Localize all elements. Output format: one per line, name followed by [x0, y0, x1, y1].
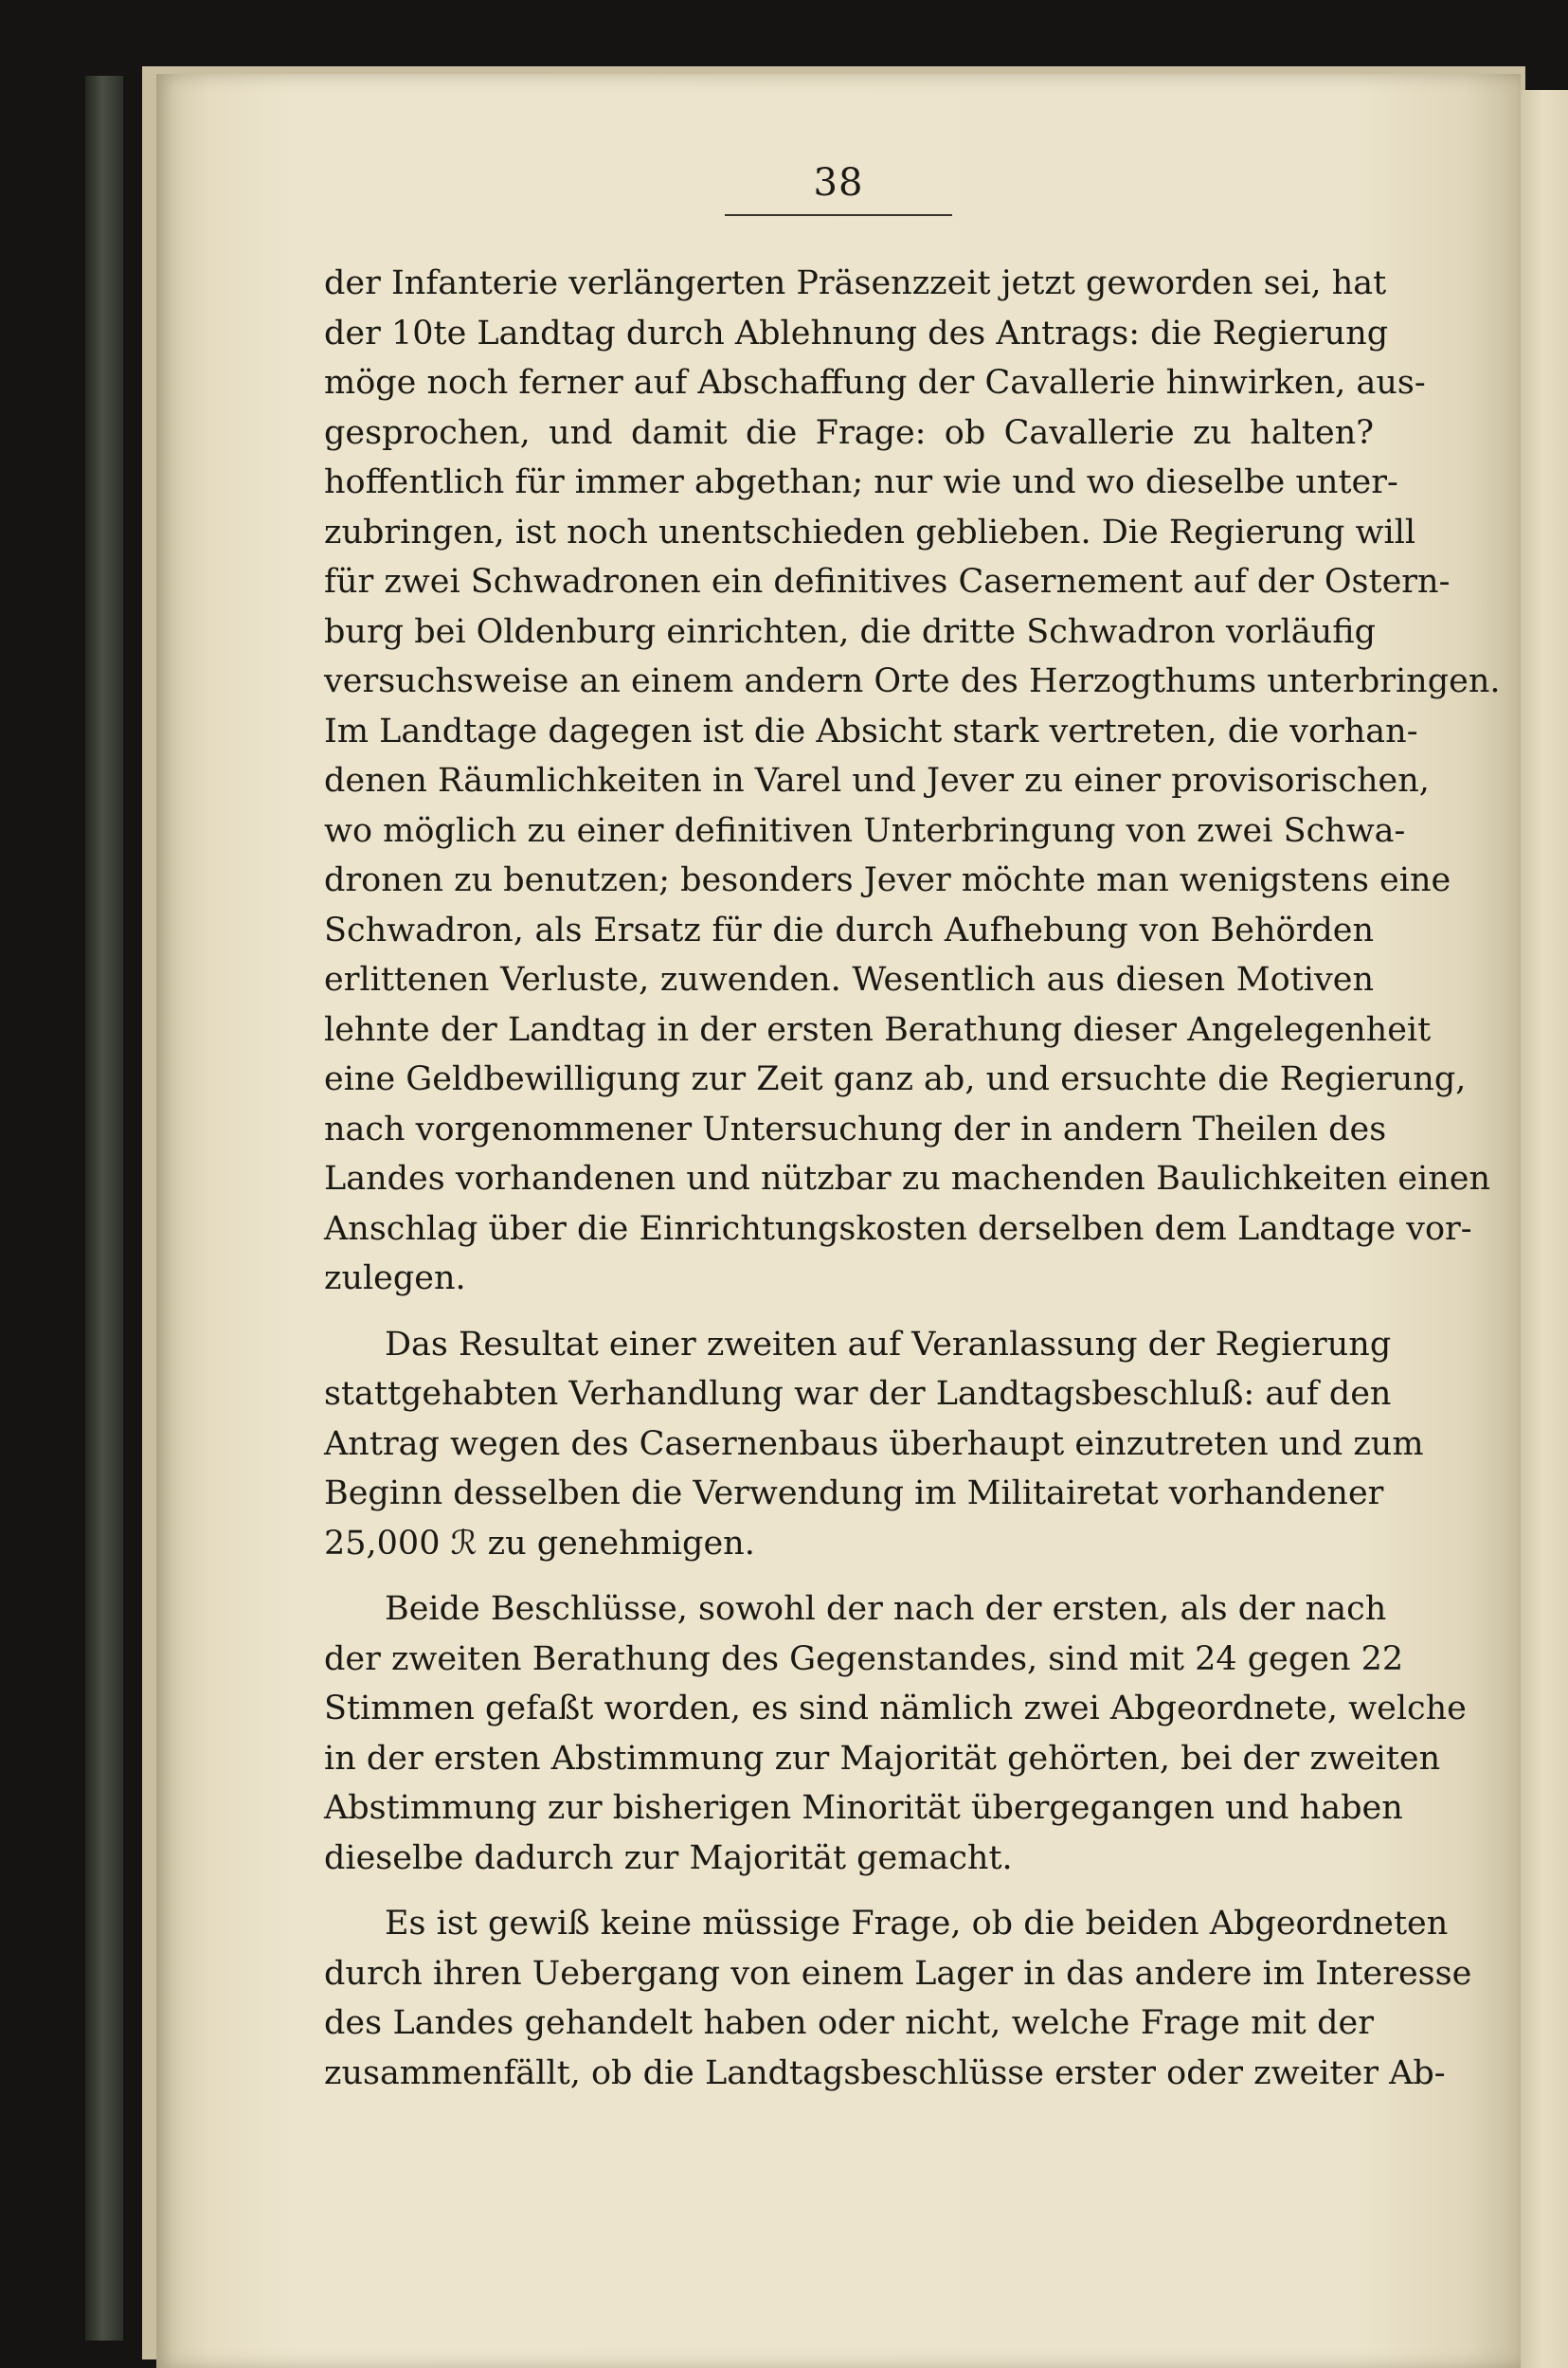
text-line: wo möglich zu einer definitiven Unterbringung von zwei Schwa-	[324, 811, 1406, 850]
book-spine	[85, 76, 123, 2341]
text-line: Antrag wegen des Casernenbaus überhaupt einzutreten und zum	[324, 1424, 1424, 1463]
paragraph-3	[324, 1584, 1467, 1883]
page-number: 38	[813, 161, 864, 205]
text-line: hoffentlich für immer abgethan; nur wie und wo dieselbe unter-	[324, 463, 1398, 501]
text-line: für zwei Schwadronen ein definitives Casernement auf der Ostern-	[324, 563, 1451, 601]
text-line: 25,000 ℛ zu genehmigen.	[324, 1524, 755, 1563]
text-line: Schwadron, als Ersatz für die durch Aufhebung von Behörden	[324, 911, 1374, 949]
text-line: der Infanterie verlängerten Präsenzzeit jetzt geworden sei, hat	[324, 264, 1387, 302]
text-line: Anschlag über die Einrichtungskosten derselben dem Landtage vor-	[324, 1209, 1472, 1248]
text-line: Stimmen gefaßt worden, es sind nämlich zwei Abgeordnete, welche	[324, 1690, 1467, 1727]
text-line: Es ist gewiß keine müssige Frage, ob die beiden Abgeordneten	[385, 1905, 1449, 1943]
text-line: möge noch ferner auf Abschaffung der Cavallerie hinwirken, aus-	[324, 364, 1426, 402]
text-line: gesprochen, und damit die Frage: ob Cavallerie zu halten?	[324, 413, 1374, 452]
text-line: denen Räumlichkeiten in Varel und Jever zu einer provisorischen,	[324, 762, 1430, 800]
text-line: zusammenfällt, ob die Landtagsbeschlüsse erster oder zweiter Ab-	[324, 2053, 1446, 2092]
text-line: Das Resultat einer zweiten auf Veranlassung der Regierung	[385, 1325, 1392, 1364]
text-line: nach vorgenommener Untersuchung der in andern Theilen des	[324, 1110, 1387, 1148]
paragraph-2	[324, 1320, 1424, 1569]
text-line: eine Geldbewilligung zur Zeit ganz ab, und ersuchte die Regierung,	[324, 1060, 1467, 1098]
text-line: burg bei Oldenburg einrichten, die dritte Schwadron vorläufig	[324, 612, 1376, 651]
text-line: durch ihren Uebergang von einem Lager in das andere im Interesse	[324, 1954, 1472, 1993]
header-rule	[725, 214, 952, 216]
text-line: Beide Beschlüsse, sowohl der nach der ersten, als der nach	[385, 1590, 1387, 1628]
text-line: stattgehabten Verhandlung war der Landtagsbeschluß: auf den	[324, 1375, 1392, 1413]
text-line: lehnte der Landtag in der ersten Berathung dieser Angelegenheit	[324, 1010, 1432, 1049]
text-line: Landes vorhandenen und nützbar zu machenden Baulichkeiten einen	[324, 1160, 1491, 1198]
text-line: dronen zu benutzen; besonders Jever möchte man wenigstens eine	[324, 861, 1451, 899]
text-line: zulegen.	[324, 1259, 466, 1297]
text-line: erlittenen Verluste, zuwenden. Wesentlich aus diesen Motiven	[324, 961, 1374, 999]
text-line: des Landes gehandelt haben oder nicht, welche Frage mit der	[324, 2004, 1374, 2042]
text-line: Im Landtage dagegen ist die Absicht stark vertreten, die vorhan-	[324, 712, 1418, 750]
page-sheet	[156, 74, 1521, 2368]
text-line: dieselbe dadurch zur Majorität gemacht.	[324, 1838, 1013, 1877]
text-line: versuchsweise an einem andern Orte des Herzogthums unterbringen.	[324, 662, 1501, 700]
body-text	[324, 259, 1501, 2098]
text-line: der 10te Landtag durch Ablehnung des Antrags: die Regierung	[324, 314, 1389, 352]
paragraph-1	[324, 259, 1501, 1304]
text-line: der zweiten Berathung des Gegenstandes, sind mit 24 gegen 22	[324, 1639, 1404, 1678]
text-line: Beginn desselben die Verwendung im Militairetat vorhandener	[324, 1474, 1384, 1512]
text-line: in der ersten Abstimmung zur Majorität gehörten, bei der zweiten	[324, 1739, 1441, 1778]
text-line: zubringen, ist noch unentschieden geblieben. Die Regierung will	[324, 513, 1416, 551]
paragraph-4	[324, 1899, 1472, 2098]
text-line: Abstimmung zur bisherigen Minorität übergegangen und haben	[324, 1789, 1403, 1827]
